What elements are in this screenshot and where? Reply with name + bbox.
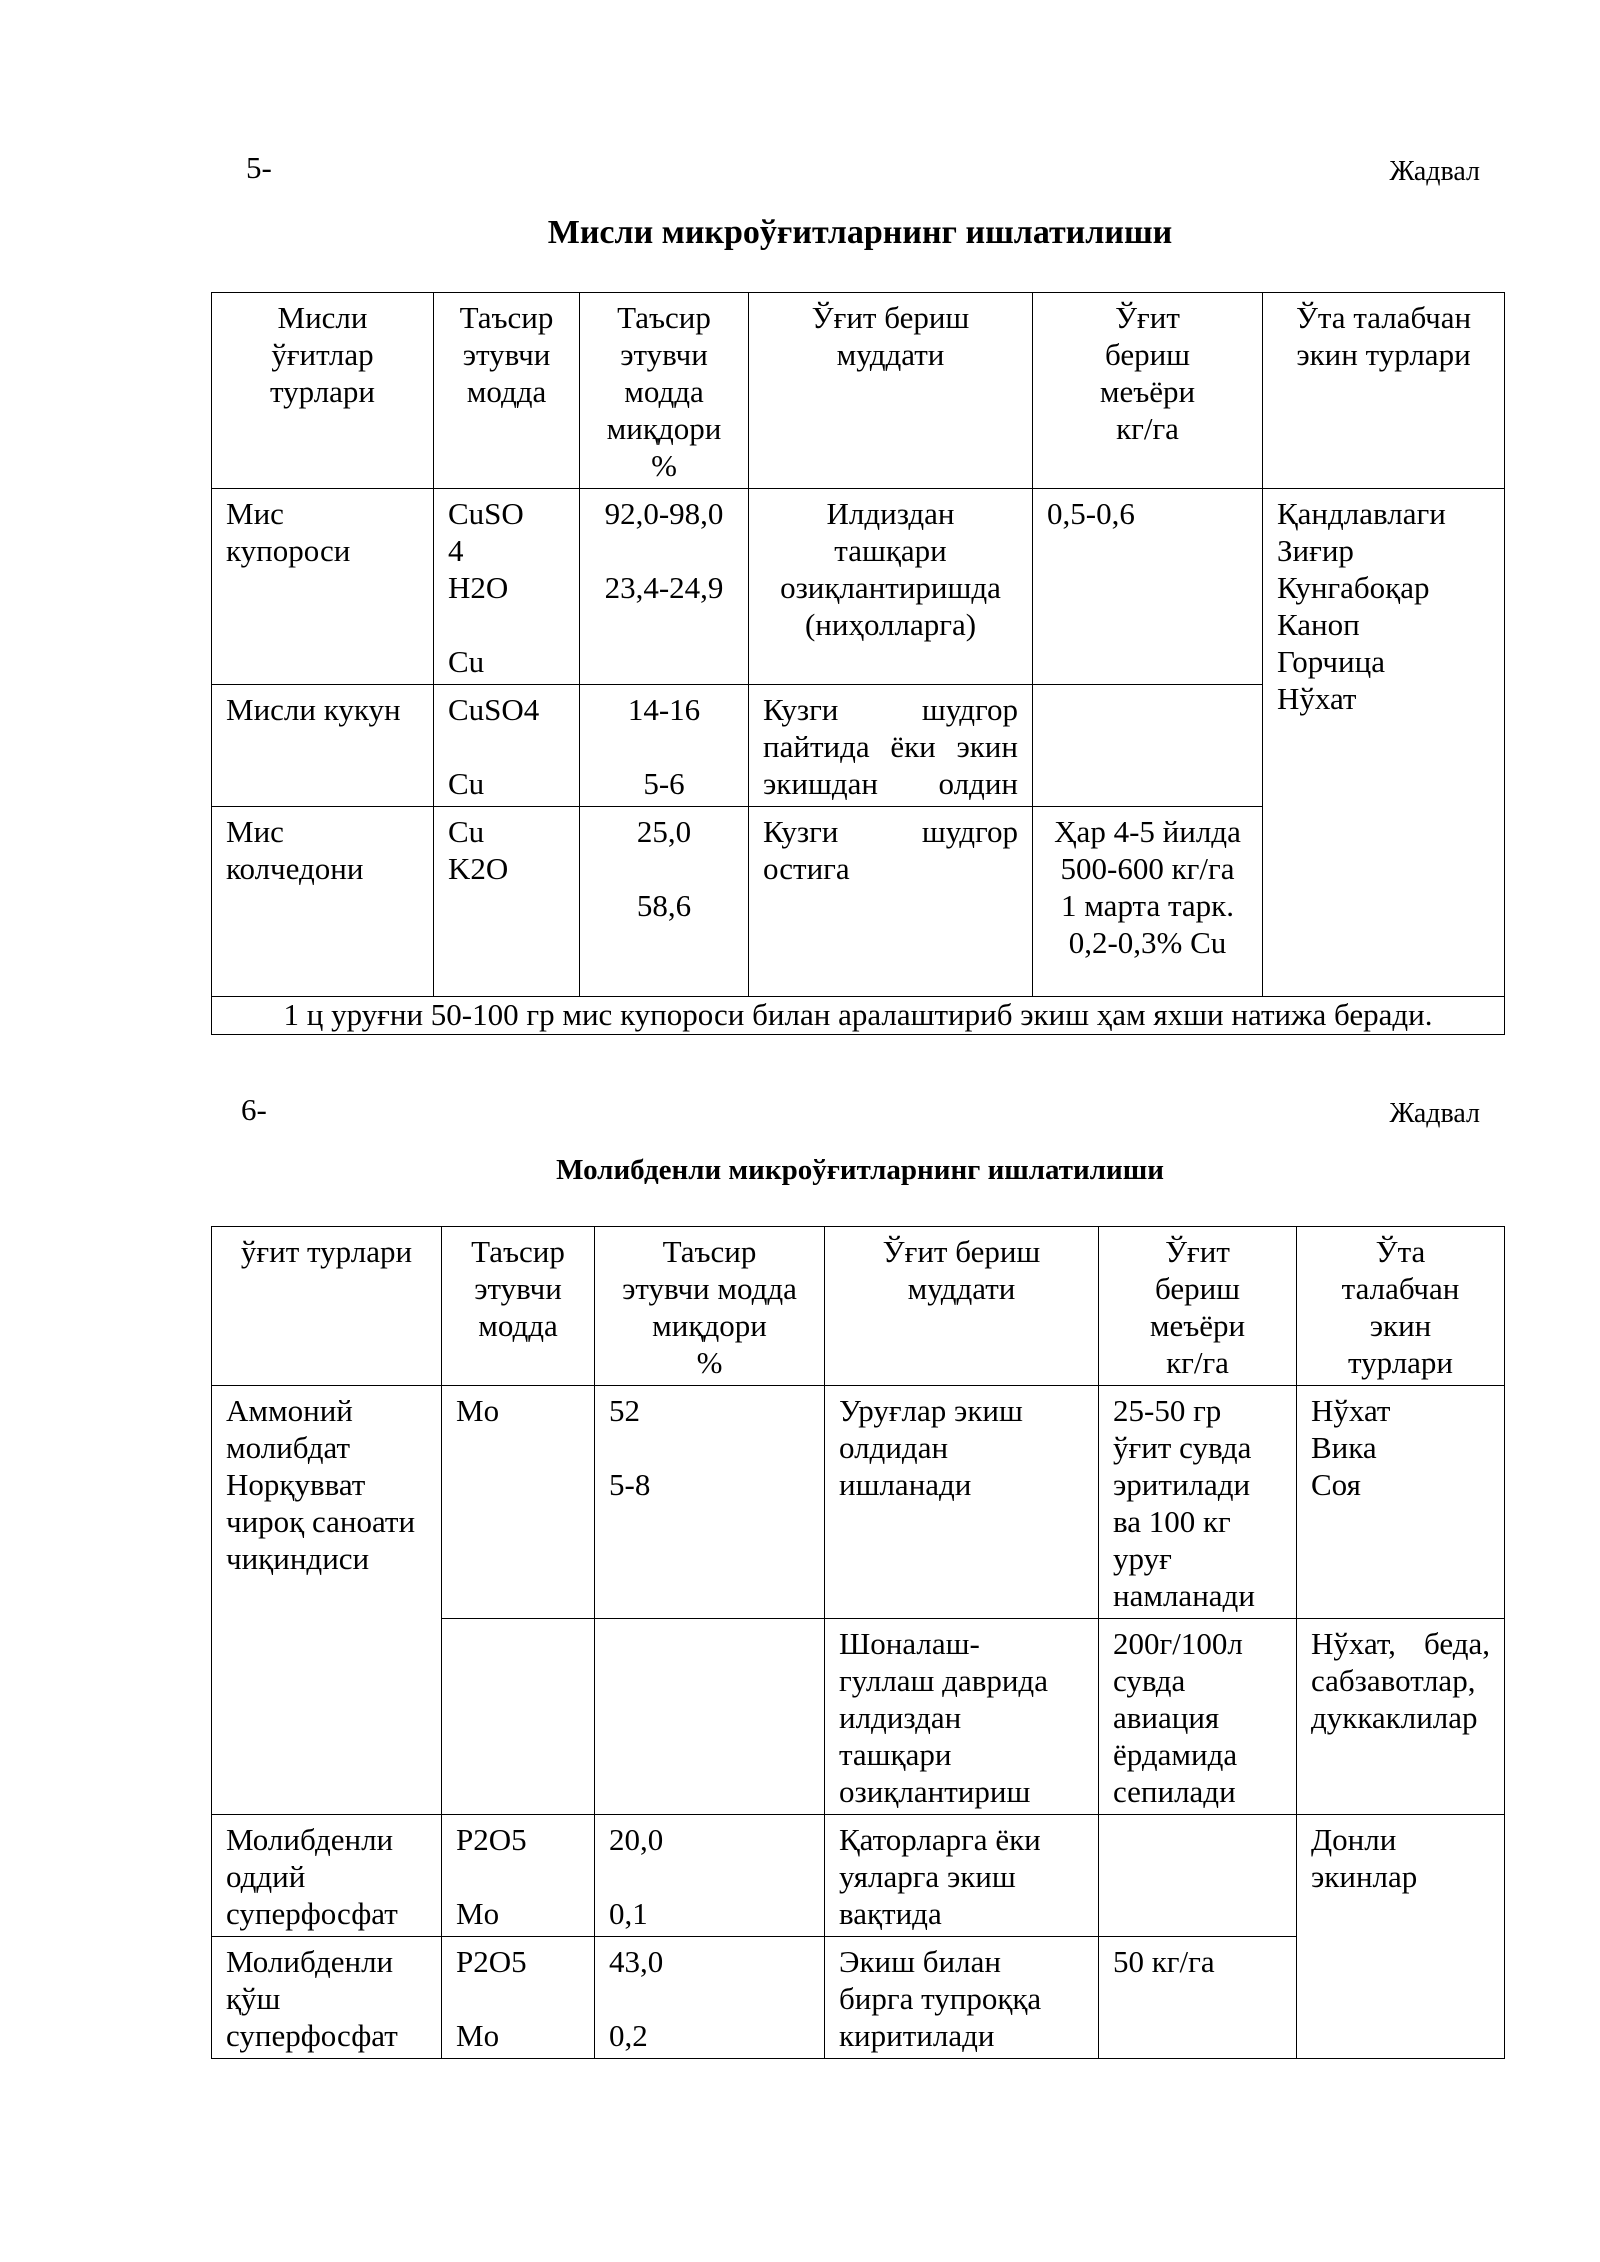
table6 xyxy=(211,1226,1505,2059)
table5-footer-row xyxy=(212,997,1505,1035)
period-cell: Илдиздан ташқари озиқлантиришда (ниҳолларга) xyxy=(749,489,1033,685)
table6-header-row xyxy=(212,1227,1505,1386)
table-row xyxy=(212,1386,1505,1619)
table-row xyxy=(212,1815,1505,1937)
crops-cell: Донли экинлар xyxy=(1297,1815,1505,2059)
table6-header-cell: Таъсир этувчи модда xyxy=(442,1227,595,1386)
amount-cell xyxy=(595,1619,825,1815)
fertilizer-type-cell: Аммоний молибдат Норқувват чироқ саноати чиқиндиси xyxy=(212,1386,442,1815)
table6-header-cell: Ўта талабчан экин турлари xyxy=(1297,1227,1505,1386)
table5-title: Мисли микроўғитларнинг ишлатилиши xyxy=(547,214,1173,251)
table5-footer-note: 1 ц уруғни 50-100 гр мис купороси билан аралаштириб экиш ҳам яхши натижа беради. xyxy=(212,997,1505,1035)
rate-cell: Ҳар 4-5 йилда 500-600 кг/га 1 марта тарк. 0,2-0,3% Cu xyxy=(1033,807,1263,997)
substance-cell: P2O5 Mo xyxy=(442,1815,595,1937)
crops-cell: Нўхат Вика Соя xyxy=(1297,1386,1505,1619)
amount-cell: 43,0 0,2 xyxy=(595,1937,825,2059)
amount-cell: 14-16 5-6 xyxy=(580,685,749,807)
substance-cell: CuSO 4 H2O Cu xyxy=(434,489,580,685)
fertilizer-type-cell: Мис купороси xyxy=(212,489,434,685)
table5-label: Жадвал xyxy=(1389,156,1480,187)
rate-cell: 200г/100л сувда авиация ёрдамида сепилади xyxy=(1099,1619,1297,1815)
period-cell: Шоналаш- гуллаш даврида илдиздан ташқари озиқлантириш xyxy=(825,1619,1099,1815)
table5-header-cell: Ўғит бериш муддати xyxy=(749,293,1033,489)
table6-label: Жадвал xyxy=(1389,1098,1480,1129)
table6-header-cell: Ўғит бериш муддати xyxy=(825,1227,1099,1386)
crops-cell: Нўхат, беда, сабзавотлар, дуккаклилар xyxy=(1297,1619,1505,1815)
period-cell: Қаторларга ёки уяларга экиш вақтида xyxy=(825,1815,1099,1937)
rate-cell xyxy=(1099,1815,1297,1937)
crops-cell: Қандлавлаги Зиғир Кунгабоқар Каноп Горчица Нўхат xyxy=(1263,489,1505,997)
table5-header-cell: Ўғит бериш меъёри кг/га xyxy=(1033,293,1263,489)
table5-header-cell: Таъсир этувчи модда xyxy=(434,293,580,489)
period-cell: Уруғлар экиш олдидан ишланади xyxy=(825,1386,1099,1619)
fertilizer-type-cell: Молибденли оддий суперфосфат xyxy=(212,1815,442,1937)
substance-cell: CuSO4 Cu xyxy=(434,685,580,807)
table6-header-cell: ўғит турлари xyxy=(212,1227,442,1386)
fertilizer-type-cell: Мисли кукун xyxy=(212,685,434,807)
substance-cell: P2O5 Mo xyxy=(442,1937,595,2059)
period-cell: Экиш билан бирга тупроққа киритилади xyxy=(825,1937,1099,2059)
table5-number: 5- xyxy=(246,150,272,185)
amount-cell: 20,0 0,1 xyxy=(595,1815,825,1937)
amount-cell: 92,0-98,0 23,4-24,9 xyxy=(580,489,749,685)
table-row xyxy=(212,489,1505,685)
substance-cell xyxy=(442,1619,595,1815)
table5-header-row xyxy=(212,293,1505,489)
table6-number: 6- xyxy=(241,1092,267,1127)
period-cell: Кузги шудгор остига xyxy=(749,807,1033,997)
amount-cell: 52 5-8 xyxy=(595,1386,825,1619)
substance-cell: Mo xyxy=(442,1386,595,1619)
table6-header-cell: Ўғит бериш меъёри кг/га xyxy=(1099,1227,1297,1386)
table6-header-cell: Таъсир этувчи модда миқдори % xyxy=(595,1227,825,1386)
rate-cell: 0,5-0,6 xyxy=(1033,489,1263,685)
substance-cell: Cu K2O xyxy=(434,807,580,997)
table5-header-cell: Мисли ўғитлар турлари xyxy=(212,293,434,489)
rate-cell xyxy=(1033,685,1263,807)
fertilizer-type-cell: Молибденли қўш суперфосфат xyxy=(212,1937,442,2059)
table5 xyxy=(211,292,1505,1035)
table5-header-cell: Ўта талабчан экин турлари xyxy=(1263,293,1505,489)
fertilizer-type-cell: Мис колчедони xyxy=(212,807,434,997)
rate-cell: 25-50 гр ўғит сувда эритилади ва 100 кг уруғ намланади xyxy=(1099,1386,1297,1619)
amount-cell: 25,0 58,6 xyxy=(580,807,749,997)
table6-title: Молибденли микроўғитларнинг ишлатилиши xyxy=(556,1154,1164,1186)
period-cell: Кузги шудгор пайтида ёки экин экишдан олдин xyxy=(749,685,1033,807)
rate-cell: 50 кг/га xyxy=(1099,1937,1297,2059)
table5-header-cell: Таъсир этувчи модда миқдори % xyxy=(580,293,749,489)
